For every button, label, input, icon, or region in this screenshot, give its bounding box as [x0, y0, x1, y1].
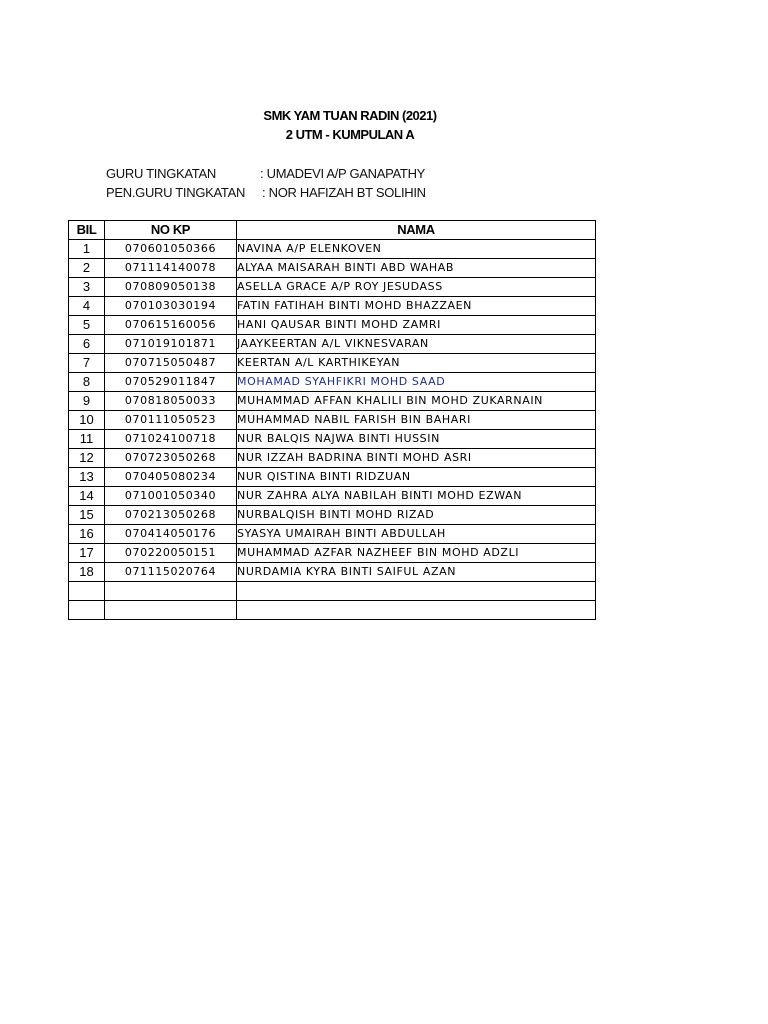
guru-tingkatan-label: GURU TINGKATAN: [106, 166, 216, 181]
table-row: [69, 335, 596, 354]
header-nama: NAMA: [237, 221, 596, 240]
cell-bil: 4: [69, 297, 105, 316]
student-table: [68, 220, 596, 620]
cell-no-kp: [105, 601, 237, 620]
pen-guru-tingkatan-line: [106, 185, 426, 200]
cell-bil: 7: [69, 354, 105, 373]
table-row: [69, 278, 596, 297]
cell-bil: 2: [69, 259, 105, 278]
cell-bil: 8: [69, 373, 105, 392]
cell-bil: 17: [69, 544, 105, 563]
table-row: [69, 373, 596, 392]
cell-nama: NUR QISTINA BINTI RIDZUAN: [237, 468, 596, 487]
cell-nama: [237, 601, 596, 620]
table-row: [69, 525, 596, 544]
cell-no-kp: 070111050523: [105, 411, 237, 430]
cell-no-kp: 070723050268: [105, 449, 237, 468]
class-title: 2 UTM - KUMPULAN A: [285, 127, 415, 142]
cell-bil: 5: [69, 316, 105, 335]
cell-nama: NURBALQISH BINTI MOHD RIZAD: [237, 506, 596, 525]
cell-no-kp: 070103030194: [105, 297, 237, 316]
guru-tingkatan-value: : UMADEVI A/P GANAPATHY: [260, 166, 426, 181]
cell-bil: 13: [69, 468, 105, 487]
cell-no-kp: 071024100718: [105, 430, 237, 449]
cell-nama: MUHAMMAD AFFAN KHALILI BIN MOHD ZUKARNAIN: [237, 392, 596, 411]
table-row: [69, 354, 596, 373]
cell-no-kp: 070818050033: [105, 392, 237, 411]
cell-bil: 9: [69, 392, 105, 411]
table-row: [69, 487, 596, 506]
cell-bil: 6: [69, 335, 105, 354]
cell-nama: SYASYA UMAIRAH BINTI ABDULLAH: [237, 525, 596, 544]
cell-bil: 18: [69, 563, 105, 582]
cell-nama: FATIN FATIHAH BINTI MOHD BHAZZAEN: [237, 297, 596, 316]
cell-bil: 14: [69, 487, 105, 506]
cell-no-kp: 070405080234: [105, 468, 237, 487]
cell-bil: 16: [69, 525, 105, 544]
cell-no-kp: 070809050138: [105, 278, 237, 297]
cell-no-kp: 071115020764: [105, 563, 237, 582]
cell-no-kp: 070601050366: [105, 240, 237, 259]
cell-bil: 11: [69, 430, 105, 449]
table-row: [69, 316, 596, 335]
cell-nama: HANI QAUSAR BINTI MOHD ZAMRI: [237, 316, 596, 335]
cell-no-kp: 070715050487: [105, 354, 237, 373]
cell-no-kp: [105, 582, 237, 601]
cell-no-kp: 070213050268: [105, 506, 237, 525]
table-row: [69, 392, 596, 411]
cell-nama: ASELLA GRACE A/P ROY JESUDASS: [237, 278, 596, 297]
cell-nama: KEERTAN A/L KARTHIKEYAN: [237, 354, 596, 373]
cell-bil: 12: [69, 449, 105, 468]
table-body: [69, 240, 596, 620]
cell-nama: MOHAMAD SYAHFIKRI MOHD SAAD: [237, 373, 596, 392]
cell-nama: NUR IZZAH BADRINA BINTI MOHD ASRI: [237, 449, 596, 468]
header-bil: BIL: [69, 221, 105, 240]
cell-no-kp: 070414050176: [105, 525, 237, 544]
table-row: [69, 240, 596, 259]
empty-table-row: [69, 601, 596, 620]
school-title: SMK YAM TUAN RADIN (2021): [263, 108, 437, 123]
cell-nama: NUR ZAHRA ALYA NABILAH BINTI MOHD EZWAN: [237, 487, 596, 506]
cell-no-kp: 070529011847: [105, 373, 237, 392]
cell-bil: 15: [69, 506, 105, 525]
table-row: [69, 297, 596, 316]
table-row: [69, 449, 596, 468]
header-no-kp: NO KP: [105, 221, 237, 240]
guru-tingkatan-line: [106, 166, 426, 181]
pen-guru-tingkatan-label: PEN.GURU TINGKATAN: [106, 185, 246, 200]
table-row: [69, 563, 596, 582]
pen-guru-tingkatan-value: : NOR HAFIZAH BT SOLIHIN: [262, 185, 426, 200]
cell-nama: NURDAMIA KYRA BINTI SAIFUL AZAN: [237, 563, 596, 582]
table-row: [69, 506, 596, 525]
cell-bil: [69, 601, 105, 620]
cell-no-kp: 070220050151: [105, 544, 237, 563]
cell-nama: [237, 582, 596, 601]
cell-bil: [69, 582, 105, 601]
table-row: [69, 430, 596, 449]
cell-nama: NUR BALQIS NAJWA BINTI HUSSIN: [237, 430, 596, 449]
cell-nama: JAAYKEERTAN A/L VIKNESVARAN: [237, 335, 596, 354]
cell-no-kp: 071001050340: [105, 487, 237, 506]
cell-nama: NAVINA A/P ELENKOVEN: [237, 240, 596, 259]
empty-table-row: [69, 582, 596, 601]
cell-bil: 1: [69, 240, 105, 259]
cell-no-kp: 071114140078: [105, 259, 237, 278]
table-row: [69, 411, 596, 430]
table-row: [69, 544, 596, 563]
cell-nama: MUHAMMAD AZFAR NAZHEEF BIN MOHD ADZLI: [237, 544, 596, 563]
cell-no-kp: 070615160056: [105, 316, 237, 335]
cell-bil: 3: [69, 278, 105, 297]
cell-bil: 10: [69, 411, 105, 430]
table-header-row: [69, 221, 596, 240]
table-row: [69, 468, 596, 487]
cell-no-kp: 071019101871: [105, 335, 237, 354]
cell-nama: ALYAA MAISARAH BINTI ABD WAHAB: [237, 259, 596, 278]
cell-nama: MUHAMMAD NABIL FARISH BIN BAHARI: [237, 411, 596, 430]
table-row: [69, 259, 596, 278]
